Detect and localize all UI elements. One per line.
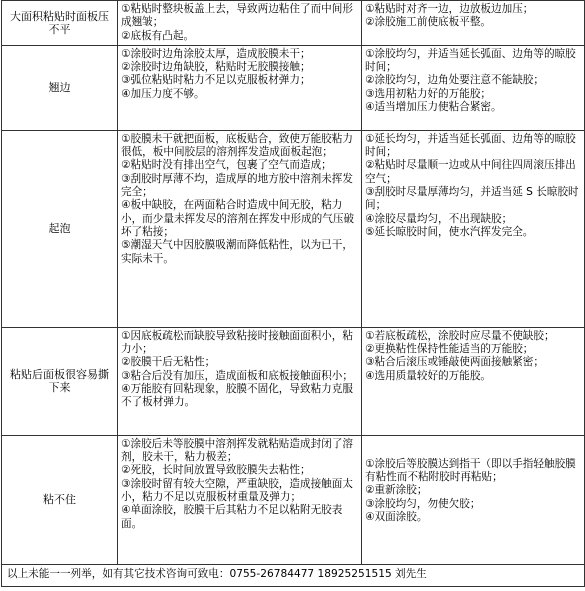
table-row [2, 435, 585, 564]
solution-item: ②涂胶施工前使底板平整。 [365, 16, 492, 29]
solution-item: ①延长均匀，并适当延长弧面、边角等的晾胶时间； [365, 132, 576, 159]
cause-item: ①涂胶后未等胶膜中溶剂挥发就粘贴造成封闭了溶剂，胶未干，粘力极差； [121, 437, 353, 464]
solution-item: ①粘贴时对齐一边，边放板边加压； [365, 3, 534, 15]
solutions-cell [362, 130, 585, 327]
solution-item: ③选用初粘力好的万能胶； [365, 87, 492, 100]
cause-item: ①因底板疏松而缺胶导致粘接时接触面面积小，粘力小； [121, 329, 353, 356]
cause-item: ②粘贴时没有排出空气，包裹了空气而造成； [121, 159, 332, 172]
problem-cell: 粘贴后面板很容易撕下来 [2, 327, 118, 435]
causes-cell [118, 45, 362, 130]
solution-item: ④适当增加压力使粘合紧密。 [365, 101, 502, 114]
footer-row [2, 564, 585, 586]
solution-item: ②粘贴时尽量顺一边或从中间往四周滚压排出空气； [365, 159, 576, 185]
solutions-cell [362, 327, 585, 435]
cause-item: ①粘贴时整块板盖上去，导致两边粘住了而中间形成翘皱； [121, 3, 353, 29]
cause-item: ②死胶，长时间放置导致胶膜失去粘性； [121, 464, 311, 477]
problem-cell: 翘边 [2, 45, 118, 130]
solution-item: ⑤延长晾胶时间，使水汽挥发完全。 [365, 225, 534, 238]
cause-item: ⑤潮湿天气中因胶膜吸潮而降低粘性，以为已干，实际未干。 [121, 239, 353, 265]
cause-item: ③刮胶时厚薄不均，造成厚的地方胶中溶剂未挥发完全； [121, 172, 353, 199]
solution-item: ①涂胶后等胶膜达到指干（即以手指轻触胶膜有粘性而不粘附胶时再粘贴； [365, 457, 576, 484]
table-row [2, 1, 585, 46]
table-row [2, 45, 585, 130]
solution-item: ③粘合后滚压或锤敲使两面接触紧密； [365, 356, 544, 369]
problem-cell: 起泡 [2, 130, 118, 327]
causes-cell [118, 130, 362, 327]
cause-item: ④单面涂胶，胶膜干后其粘力不足以粘附无胶表面。 [121, 504, 343, 530]
causes-cell [118, 327, 362, 435]
solution-item: ④涂胶尽量均匀，不出现缺胶； [365, 212, 513, 225]
table-row [2, 327, 585, 435]
solution-item: ①涂胶均匀，并适当延长弧面、边角等的晾胶时间； [365, 47, 576, 74]
cause-item: ④加压力度不够。 [121, 87, 205, 100]
solution-item: ①若底板疏松，涂胶时应尽量不使缺胶； [365, 329, 555, 342]
cause-item: ③弧位粘贴时粘力不足以克服板材弹力； [121, 74, 311, 87]
solutions-cell [362, 435, 585, 564]
problem-cell: 粘不住 [2, 435, 118, 564]
cause-item: ④万能胶有回粘现象，胶膜不固化，导致粘力克服不了板材弹力。 [121, 383, 353, 409]
cause-item: ④板中缺胶，在两面粘合时造成中间无胶，粘力小，而少量未挥发尽的溶剂在挥发中形成的气压破坏了粘接； [121, 199, 355, 238]
footer-note: 以上未能一一列举，如有其它技术咨询可致电：0755-26784477 18925251515 刘先生 [2, 564, 585, 586]
troubleshooting-table [1, 0, 585, 587]
problem-cell: 大面积粘贴时面板压不平 [2, 1, 118, 46]
cause-item: ②涂胶时边角缺胶，粘贴时无胶膜接触； [121, 61, 311, 74]
cause-item: ③涂胶时留有较大空隙，严重缺胶，造成接触面太小，粘力不足以克服板材重量及弹力； [121, 477, 353, 504]
solution-item: ②更换粘性保持性能适当的万能胶； [365, 343, 534, 356]
cause-item: ②胶膜干后无粘性； [121, 356, 216, 369]
cause-item: ①涂胶时边角涂胶太厚，造成胶膜未干； [121, 47, 311, 60]
solution-item: ④选用质量较好的万能胶。 [365, 369, 492, 382]
causes-cell [118, 1, 362, 46]
table-row [2, 130, 585, 327]
solutions-cell [362, 45, 585, 130]
solution-item: ③刮胶时尽量厚薄均匀，并适当延 S 长晾胶时间； [365, 186, 579, 212]
solutions-cell [362, 1, 585, 46]
causes-cell [118, 435, 362, 564]
cause-item: ③粘合后没有加压，造成面板和底板接触面积小； [121, 369, 353, 382]
solution-item: ②涂胶均匀，边角处要注意不能缺胶； [365, 74, 544, 87]
solution-item: ③涂胶均匀，勿使欠胶； [365, 497, 481, 510]
solution-item: ②重新涂胶； [365, 484, 428, 497]
cause-item: ②底板有凸起。 [121, 29, 195, 42]
cause-item: ①胶膜未干就把面板，底板贴合，致使万能胶粘力很低，板中间胶层的溶剂挥发造成面板起泡； [121, 132, 353, 159]
solution-item: ④双面涂胶。 [365, 511, 428, 524]
